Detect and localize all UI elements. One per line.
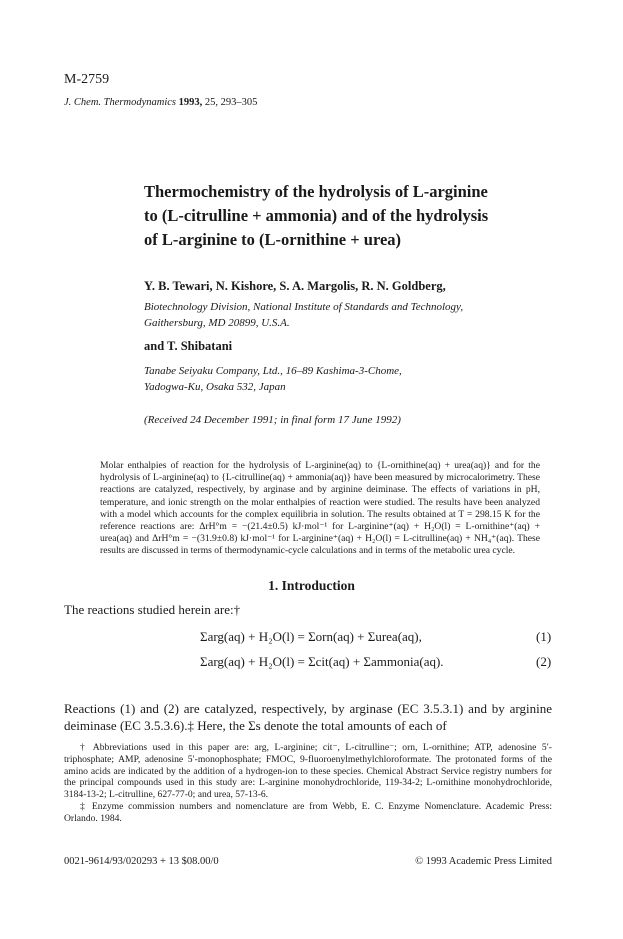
body-paragraph: Reactions (1) and (2) are catalyzed, respectively, by arginase (EC 3.5.3.1) and by arginine deiminase (EC 3.5.3.6).‡ Here, the Σs denote the total amounts of each of (64, 701, 552, 733)
manuscript-code: M-2759 (64, 72, 110, 87)
abstract: Molar enthalpies of reaction for the hydrolysis of L-arginine(aq) to {L-ornithine(aq) + urea(aq)} and for the hydrolysis of L-arginine(aq) to {L-citrulline(aq) + ammonia(aq)} have been measured by microcalorimetry. These reactions are catalyzed, respectively, by arginase and by arginine deiminase. The effects of variations in pH, temperature, and ionic strength on the molar enthalpies of reaction were studied. The results have been analyzed with a model which accounts for the complex equilibria in solution. The results obtained at T = 298.15 K for the reference reactions are: ΔrH°m = −(21.4±0.5) kJ·mol⁻¹ for L-arginine⁺(aq) + H₂O(l) = L-ornithine⁺(aq) + urea(aq) and ΔrH°m = −(31.9±0.8) kJ·mol⁻¹ for L-arginine⁺(aq) + H₂O(l) = L-citrulline(aq) + NH₄⁺(aq). These results are discussed in terms of thermodynamic-cycle calculations and in terms of the metabolic urea cycle. (100, 460, 540, 557)
affiliation-line: Gaithersburg, MD 20899, U.S.A. (144, 317, 290, 329)
footnote: ‡ Enzyme commission numbers and nomenclature are from Webb, E. C. Enzyme Nomenclature. Academic Press: Orlando. 1984. (64, 800, 552, 824)
journal-name: J. Chem. Thermodynamics (64, 97, 176, 108)
footer-copyright: © 1993 Academic Press Limited (415, 856, 552, 867)
author-list: Y. B. Tewari, N. Kishore, S. A. Margolis, R. N. Goldberg, (144, 279, 446, 293)
title-line: of L-arginine to (L-ornithine + urea) (144, 230, 402, 249)
affiliation-line: Yadogwa-Ku, Osaka 532, Japan (144, 381, 286, 393)
journal-volume-pages: 25, 293–305 (204, 97, 258, 108)
author-list: and T. Shibatani (144, 339, 233, 353)
affiliation (144, 363, 564, 395)
footnote: † Abbreviations used in this paper are: arg, L-arginine; cit⁻, L-citrulline⁻; orn, L-ornithine; ATP, adenosine 5′-triphosphate; AMP, adenosine 5′-monophosphate; FMOC, 9-fluoroenylmethylchloroformate. The protonated forms of the amino acids are indicated by the addition of a hydrogen-ion to these species. Chemical Abstract Service registry numbers for the principal compounds used in this study are: L-arginine monohydrochloride, 119-34-2; L-ornithine monohydrochloride, 3184-13-2; L-citrulline, 627-77-0; and urea, 57-13-6. (64, 742, 552, 801)
title-line: to (L-citrulline + ammonia) and of the hydrolysis (144, 206, 489, 225)
equation-expression: Σarg(aq) + H₂O(l) = Σcit(aq) + Σammonia(aq). (200, 654, 444, 669)
journal-year: 1993, (178, 97, 203, 108)
section-heading: 1. Introduction (268, 578, 355, 593)
journal-citation (64, 97, 257, 108)
affiliation (144, 299, 564, 331)
paper-title (144, 180, 564, 252)
affiliation-line: Biotechnology Division, National Institute of Standards and Technology, (144, 301, 464, 313)
equation-expression: Σarg(aq) + H₂O(l) = Σorn(aq) + Σurea(aq), (200, 629, 422, 644)
footnotes (64, 742, 552, 825)
intro-text: The reactions studied herein are:† (64, 602, 241, 617)
title-line: Thermochemistry of the hydrolysis of L-arginine (144, 182, 488, 201)
equation-number: (1) (536, 629, 552, 644)
equation-number: (2) (536, 654, 552, 669)
received-date: (Received 24 December 1991; in final form 17 June 1992) (144, 414, 401, 426)
footer-issn: 0021-9614/93/020293 + 13 $08.00/0 (64, 856, 219, 867)
affiliation-line: Tanabe Seiyaku Company, Ltd., 16–89 Kashima-3-Chome, (144, 365, 402, 377)
